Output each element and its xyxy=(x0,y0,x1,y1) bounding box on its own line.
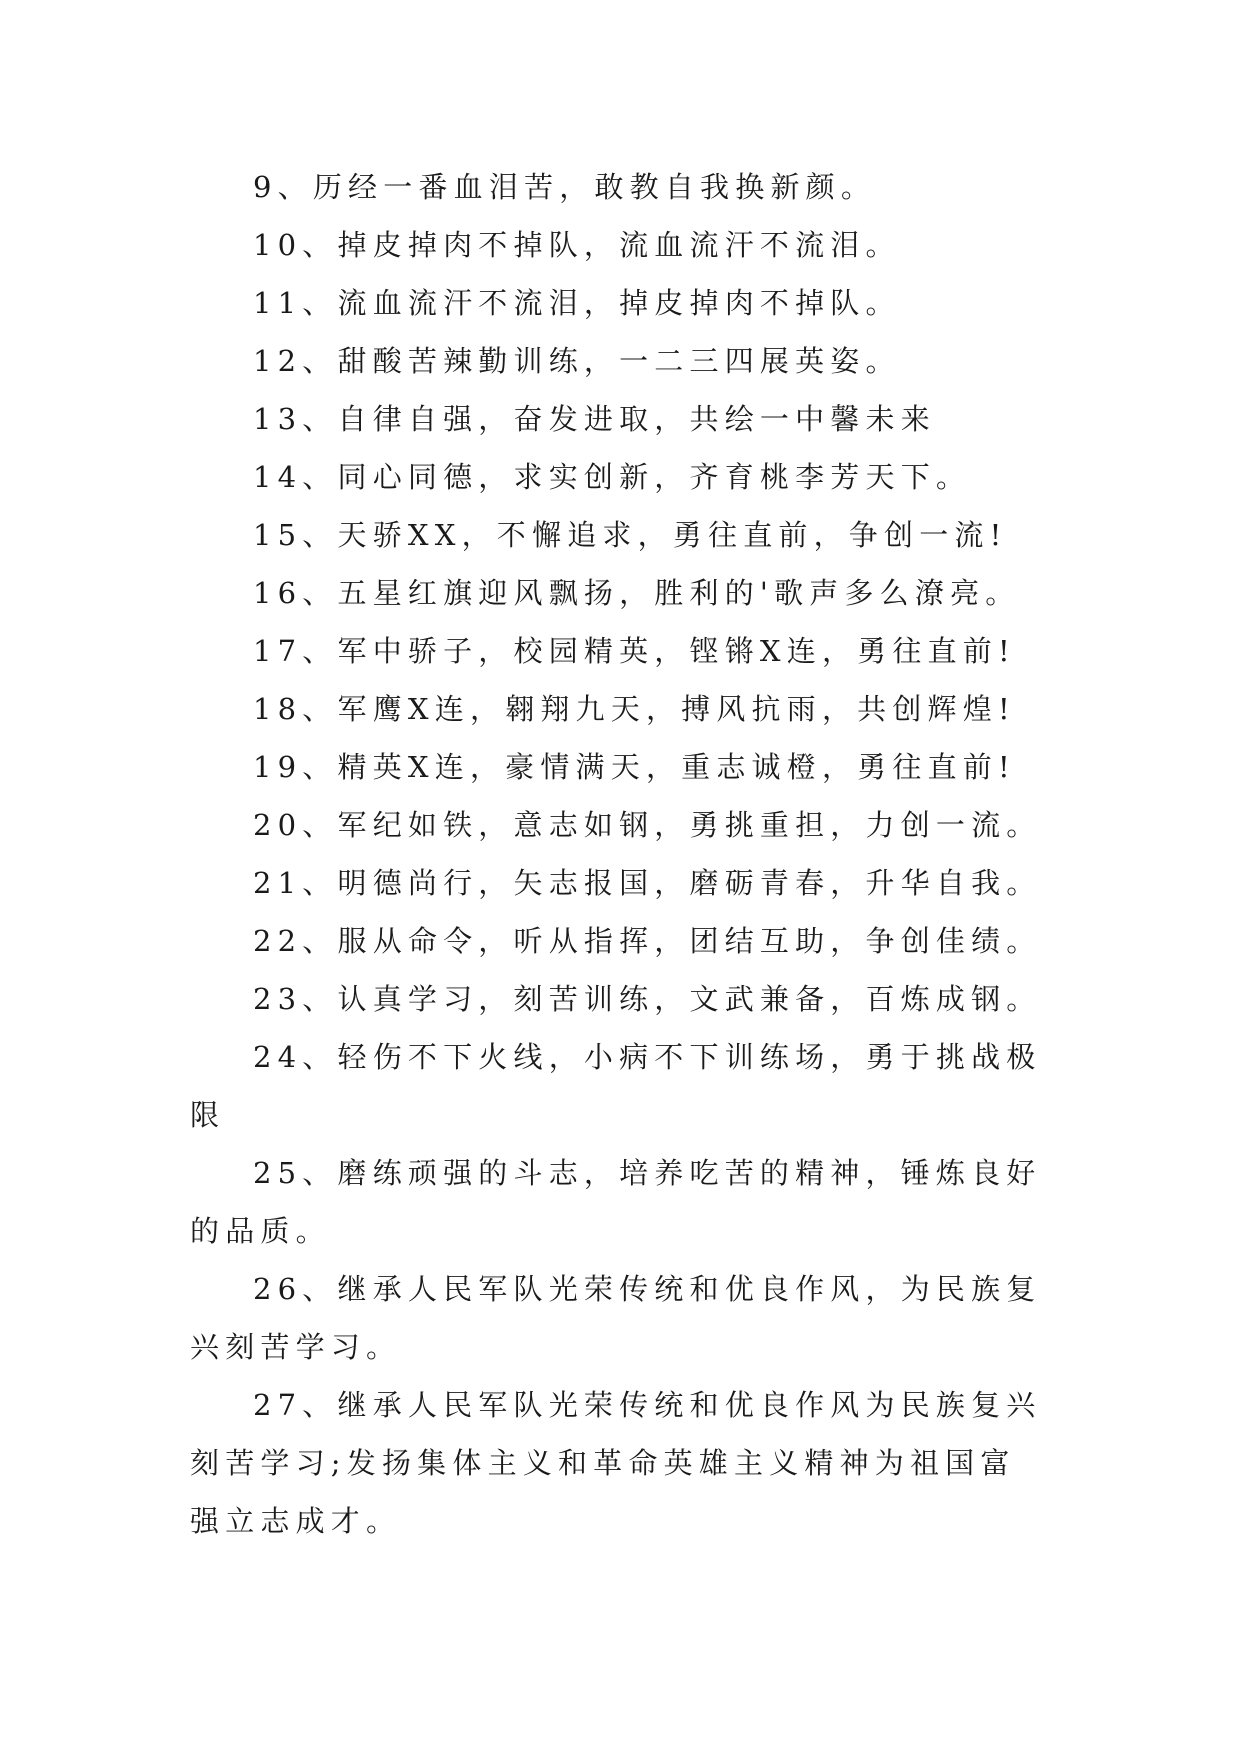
list-item: 15、天骄XX，不懈追求，勇往直前，争创一流! xyxy=(253,518,1008,552)
list-item: 20、军纪如铁，意志如钢，勇挑重担，力创一流。 xyxy=(253,808,1042,842)
list-item: 12、甜酸苦辣勤训练，一二三四展英姿。 xyxy=(253,344,901,378)
document-body xyxy=(190,158,1050,1550)
list-item: 10、掉皮掉肉不掉队，流血流汗不流泪。 xyxy=(253,228,901,262)
list-item: 26、继承人民军队光荣传统和优良作风，为民族复兴刻苦学习。 xyxy=(190,1272,1042,1364)
list-item: 27、继承人民军队光荣传统和优良作风为民族复兴刻苦学习;发扬集体主义和革命英雄主义精神为祖国富强立志成才。 xyxy=(190,1388,1042,1538)
list-item: 16、五星红旗迎风飘扬，胜利的'歌声多么潦亮。 xyxy=(253,576,1021,610)
list-item: 17、军中骄子，校园精英，铿锵X连，勇往直前! xyxy=(253,634,1016,668)
list-item: 21、明德尚行，矢志报国，磨砺青春，升华自我。 xyxy=(253,866,1042,900)
list-item: 23、认真学习，刻苦训练，文武兼备，百炼成钢。 xyxy=(253,982,1042,1016)
list-item: 24、轻伤不下火线，小病不下训练场，勇于挑战极限 xyxy=(190,1040,1042,1132)
list-item: 9、历经一番血泪苦，敢教自我换新颜。 xyxy=(253,170,877,204)
list-item: 18、军鹰X连，翱翔九天，搏风抗雨，共创辉煌! xyxy=(253,692,1016,726)
list-item: 11、流血流汗不流泪，掉皮掉肉不掉队。 xyxy=(253,286,901,320)
list-item: 25、磨练顽强的斗志，培养吃苦的精神，锤炼良好的品质。 xyxy=(190,1156,1042,1248)
list-item: 22、服从命令，听从指挥，团结互助，争创佳绩。 xyxy=(253,924,1042,958)
list-item: 19、精英X连，豪情满天，重志诚橙，勇往直前! xyxy=(253,750,1016,784)
list-item: 13、自律自强，奋发进取，共绘一中馨未来 xyxy=(253,402,936,436)
list-item: 14、同心同德，求实创新，齐育桃李芳天下。 xyxy=(253,460,972,494)
